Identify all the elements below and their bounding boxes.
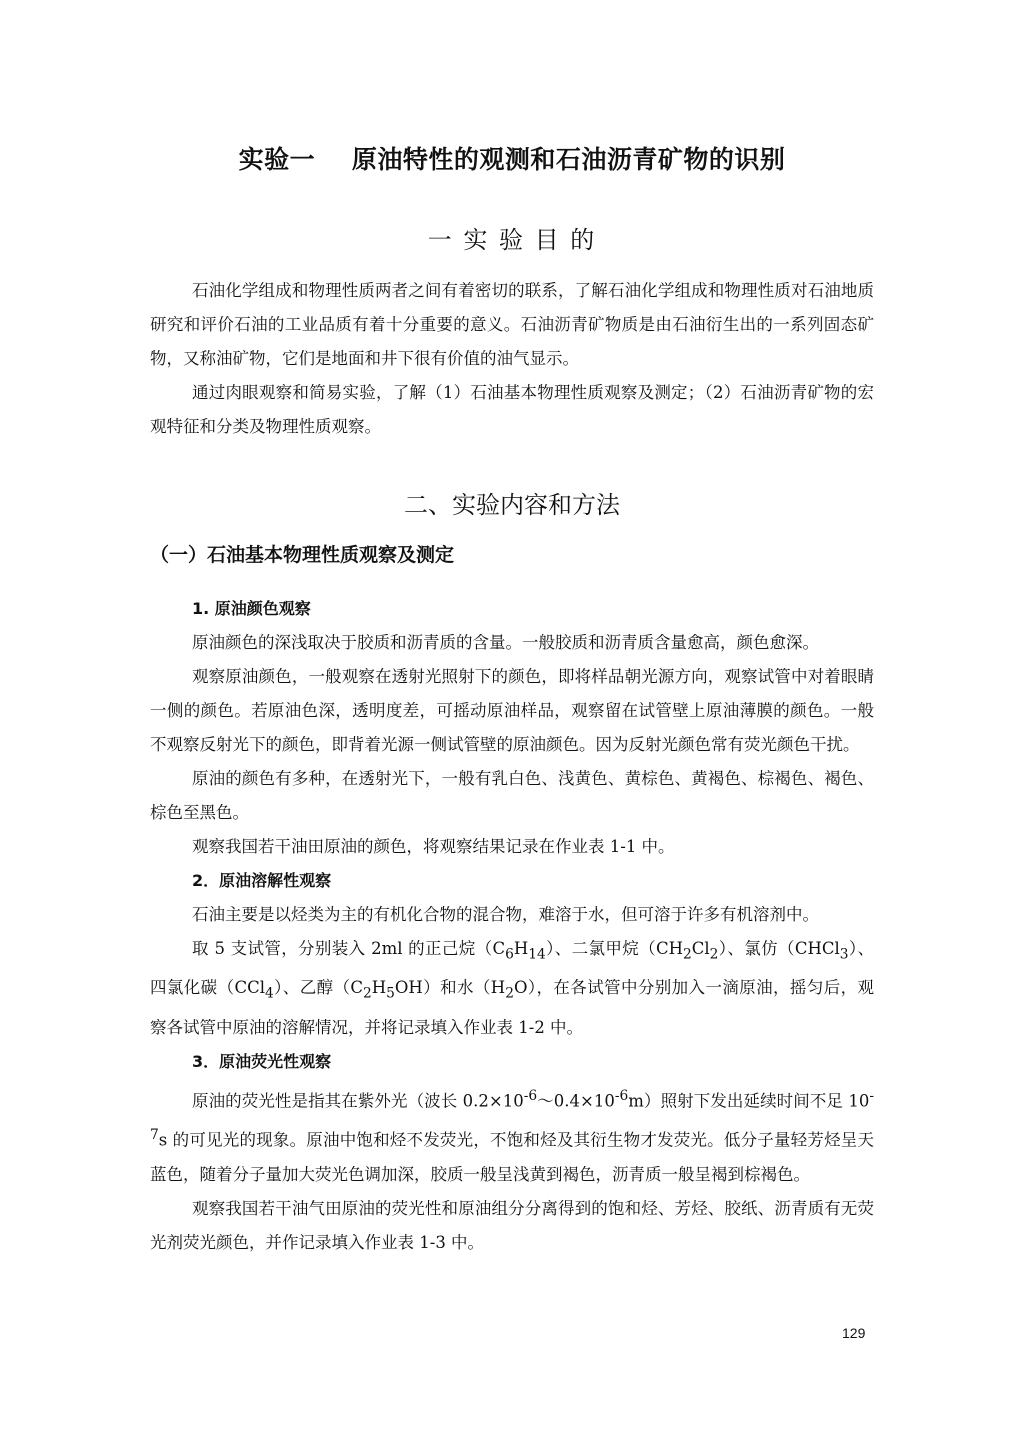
content-body <box>150 592 874 1260</box>
purpose-body <box>150 274 874 444</box>
item1-paragraph-3: 原油的颜色有多种，在透射光下，一般有乳白色、浅黄色、黄棕色、黄褐色、棕褐色、褐色、棕色至黑色。 <box>150 769 874 822</box>
section-heading-content: 二、实验内容和方法 <box>404 491 620 519</box>
item3-heading: 3．原油荧光性观察 <box>192 1051 332 1071</box>
section-heading-purpose: 一 实 验 目 的 <box>427 226 597 254</box>
item2-heading: 2．原油溶解性观察 <box>192 871 332 890</box>
item3-paragraph-2: 观察我国若干油气田原油的荧光性和原油组分分离得到的饱和烃、芳烃、胶纸、沥青质有无荧光剂荧光颜色，并作记录填入作业表 1-3 中。 <box>150 1198 874 1252</box>
purpose-paragraph-1: 石油化学组成和物理性质两者之间有着密切的联系，了解石油化学组成和物理性质对石油地质研究和评价石油的工业品质有着十分重要的意义。石油沥青矿物质是由石油衍生出的一系列固态矿物，又称油矿物，它们是地面和井下很有价值的油气显示。 <box>150 281 874 368</box>
item1-heading: 1. 原油颜色观察 <box>192 599 311 618</box>
subsection-heading: （一）石油基本物理性质观察及测定 <box>150 544 455 566</box>
item2-paragraph-1: 石油主要是以烃类为主的有机化合物的混合物，难溶于水，但可溶于许多有机溶剂中。 <box>192 905 819 924</box>
page-title: 实验一 原油特性的观测和石油沥青矿物的识别 <box>238 145 786 174</box>
page-number: 129 <box>842 1325 866 1341</box>
item1-paragraph-4: 观察我国若干油田原油的颜色，将观察结果记录在作业表 1-1 中。 <box>192 837 675 856</box>
item1-paragraph-1: 原油颜色的深浅取决于胶质和沥青质的含量。一般胶质和沥青质含量愈高，颜色愈深。 <box>192 633 819 652</box>
item1-paragraph-2: 观察原油颜色，一般观察在透射光照射下的颜色，即将样品朝光源方向，观察试管中对着眼睛一侧的颜色。若原油色深，透明度差，可摇动原油样品，观察留在试管壁上原油薄膜的颜色。一般不观察反射光下的颜色，即背着光源一侧试管壁的原油颜色。因为反射光颜色常有荧光颜色干扰。 <box>150 667 874 754</box>
item2-paragraph-2: 取 5 支试管，分别装入 2ml 的正己烷$(C_6H_{14})$、二氯甲烷$(CH_2Cl_2)$、氯仿（CHCl$_3$）、四氯化碳（CCl$_4$）、乙醇$(C_2H_5OH)$和水$(H_2O)$，在各试管中分别加入一滴原油，摇匀后，观察各试管中原油的溶解情况，并将记录填入作业表 1-2 中。 <box>150 939 875 1037</box>
purpose-paragraph-2: 通过肉眼观察和简易实验，了解（1）石油基本物理性质观察及测定；（2）石油沥青矿物的宏观特征和分类及物理性质观察。 <box>150 383 874 436</box>
item3-paragraph-1: 原油的荧光性是指其在紫外光（波长 $0.2\times 10^{-6}\sim 0.4\times 10^{-6}m$）照射下发出延续时间不足 $10^{-7}s$ 的可见光的现象。原油中饱和烃不发荧光，不饱和烃及其衍生物才发荧光。低分子量轻芳烃呈天蓝色，随着分子量加大荧光色调加深，胶质一般呈浅黄到褐色，沥青质一般呈褐到棕褐色。 <box>150 1087 874 1184</box>
